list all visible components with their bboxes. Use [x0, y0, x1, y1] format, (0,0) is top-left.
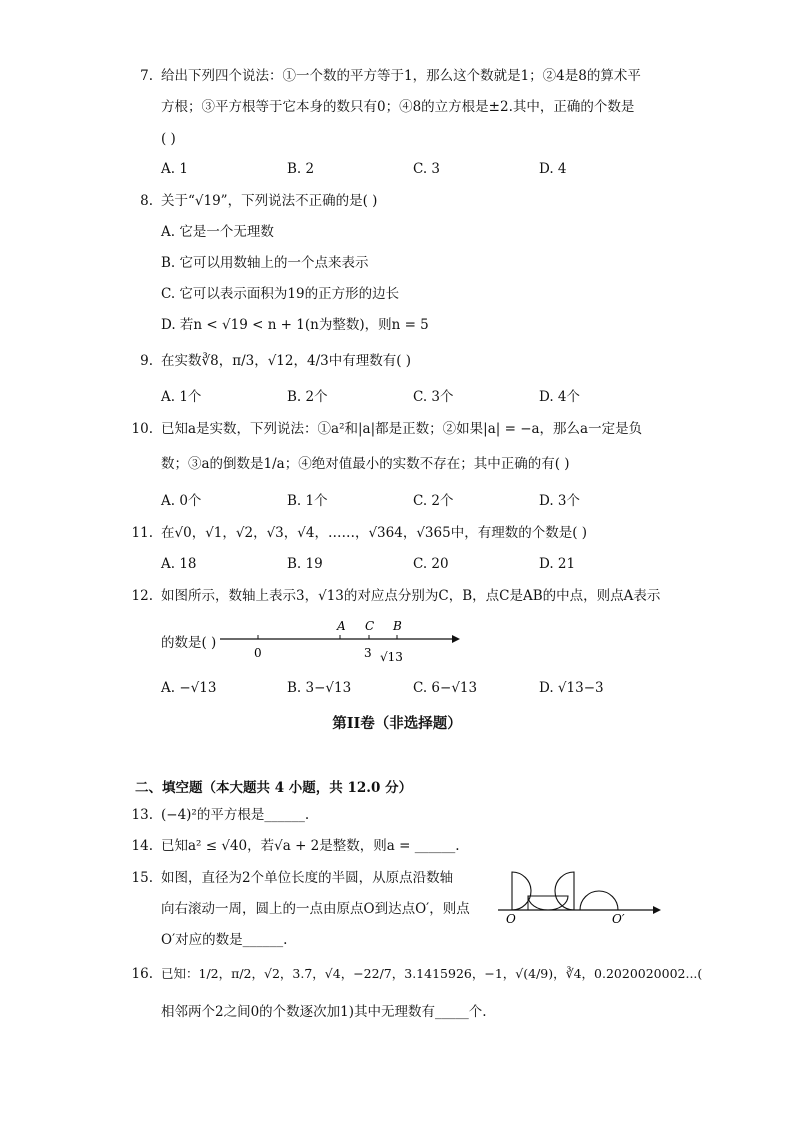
option-a[interactable]: A. 1个: [161, 389, 202, 405]
question-text: 已知a² ≤ √40，若√a + 2是整数，则a = ______.: [161, 838, 460, 854]
option-c[interactable]: C. 6−√13: [413, 680, 478, 696]
label-c: C: [365, 619, 375, 633]
option-b[interactable]: B. 19: [287, 556, 323, 572]
arrow-head: [452, 635, 460, 643]
label-0: 0: [254, 646, 262, 660]
question-number: 11.: [131, 525, 153, 541]
question-text: 在√0，√1，√2，√3，√4，……，√364，√365中，有理数的个数是( ): [161, 525, 588, 541]
option-c[interactable]: C. 3个: [413, 389, 454, 405]
question-text: (−4)²的平方根是______.: [161, 807, 310, 823]
question-number: 8.: [140, 193, 153, 209]
question-number: 16.: [131, 966, 153, 982]
option-d[interactable]: D. 3个: [539, 493, 581, 509]
label-b: B: [393, 619, 402, 633]
question-text: 给出下列四个说法：①一个数的平方等于1，那么这个数就是1；②4是8的算术平: [161, 68, 641, 84]
option-d[interactable]: D. 4个: [539, 389, 581, 405]
option-c[interactable]: C. 2个: [413, 493, 454, 509]
semicircle-4: [580, 891, 618, 910]
question-text: 的数是( ): [161, 635, 217, 651]
question-text: 相邻两个2之间0的个数逐次加1)其中无理数有_____个.: [161, 1004, 487, 1020]
arrow-head: [653, 906, 661, 914]
question-text: 数；③a的倒数是1/a；④绝对值最小的实数不存在；其中正确的有( ): [161, 456, 570, 472]
question-text: 已知：1/2，π/2，√2，3.7̇，√4，−22/7，3.1415926，−1，√(4/9)，∛4，0.2020020002...(: [161, 966, 703, 981]
option-a[interactable]: A. 1: [161, 161, 188, 177]
option-a[interactable]: A. −√13: [161, 680, 217, 696]
question-text: 如图所示，数轴上表示3，√13的对应点分别为C，B，点C是AB的中点，则点A表示: [161, 588, 661, 604]
question-number: 14.: [131, 838, 153, 854]
semicircle-2: [528, 896, 568, 910]
question-text: O′对应的数是______.: [161, 932, 288, 948]
question-number: 15.: [131, 870, 153, 886]
label-a: A: [337, 619, 346, 633]
option-b[interactable]: B. 2: [287, 161, 315, 177]
question-number: 7.: [140, 68, 153, 84]
semicircle-figure: [498, 862, 663, 924]
label-3: 3: [364, 646, 372, 660]
label-o: O: [506, 912, 516, 924]
option-d[interactable]: D. 若n < √19 < n + 1(n为整数)，则n = 5: [161, 317, 429, 333]
question-number: 9.: [140, 353, 153, 369]
option-a[interactable]: A. 0个: [161, 493, 202, 509]
option-b[interactable]: B. 它可以用数轴上的一个点来表示: [161, 255, 369, 271]
section-header: 二、填空题（本大题共 4 小题，共 12.0 分）: [135, 780, 413, 796]
option-b[interactable]: B. 1个: [287, 493, 328, 509]
option-c[interactable]: C. 20: [413, 556, 449, 572]
option-d[interactable]: D. 21: [539, 556, 576, 572]
option-a[interactable]: A. 它是一个无理数: [161, 224, 274, 240]
question-text: 关于“√19”，下列说法不正确的是( ): [161, 193, 378, 209]
option-a[interactable]: A. 18: [161, 556, 197, 572]
option-d[interactable]: D. 4: [539, 161, 567, 177]
option-b[interactable]: B. 2个: [287, 389, 328, 405]
question-text: ( ): [161, 131, 176, 147]
question-number: 12.: [131, 588, 153, 604]
label-sqrt13: √13: [380, 650, 403, 664]
option-d[interactable]: D. √13−3: [539, 680, 604, 696]
option-c[interactable]: C. 3: [413, 161, 441, 177]
question-number: 10.: [131, 421, 153, 437]
option-c[interactable]: C. 它可以表示面积为19的正方形的边长: [161, 286, 400, 302]
question-text: 已知a是实数，下列说法：①a²和|a|都是正数；②如果|a| = −a，那么a一定是负: [161, 421, 643, 437]
label-o-prime: O′: [612, 912, 625, 924]
question-text: 方根；③平方根等于它本身的数只有0；④8的立方根是±2.其中，正确的个数是: [161, 99, 635, 115]
number-line-figure: [220, 615, 460, 665]
question-text: 向右滚动一周，圆上的一点由原点O到达点O′，则点: [161, 901, 470, 917]
part2-title: 第II卷（非选择题）: [332, 715, 462, 732]
question-number: 13.: [131, 807, 153, 823]
question-text: 在实数∛8，π/3，√12，4/3中有理数有( ): [161, 353, 412, 369]
option-b[interactable]: B. 3−√13: [287, 680, 352, 696]
question-text: 如图，直径为2个单位长度的半圆，从原点沿数轴: [161, 870, 454, 886]
